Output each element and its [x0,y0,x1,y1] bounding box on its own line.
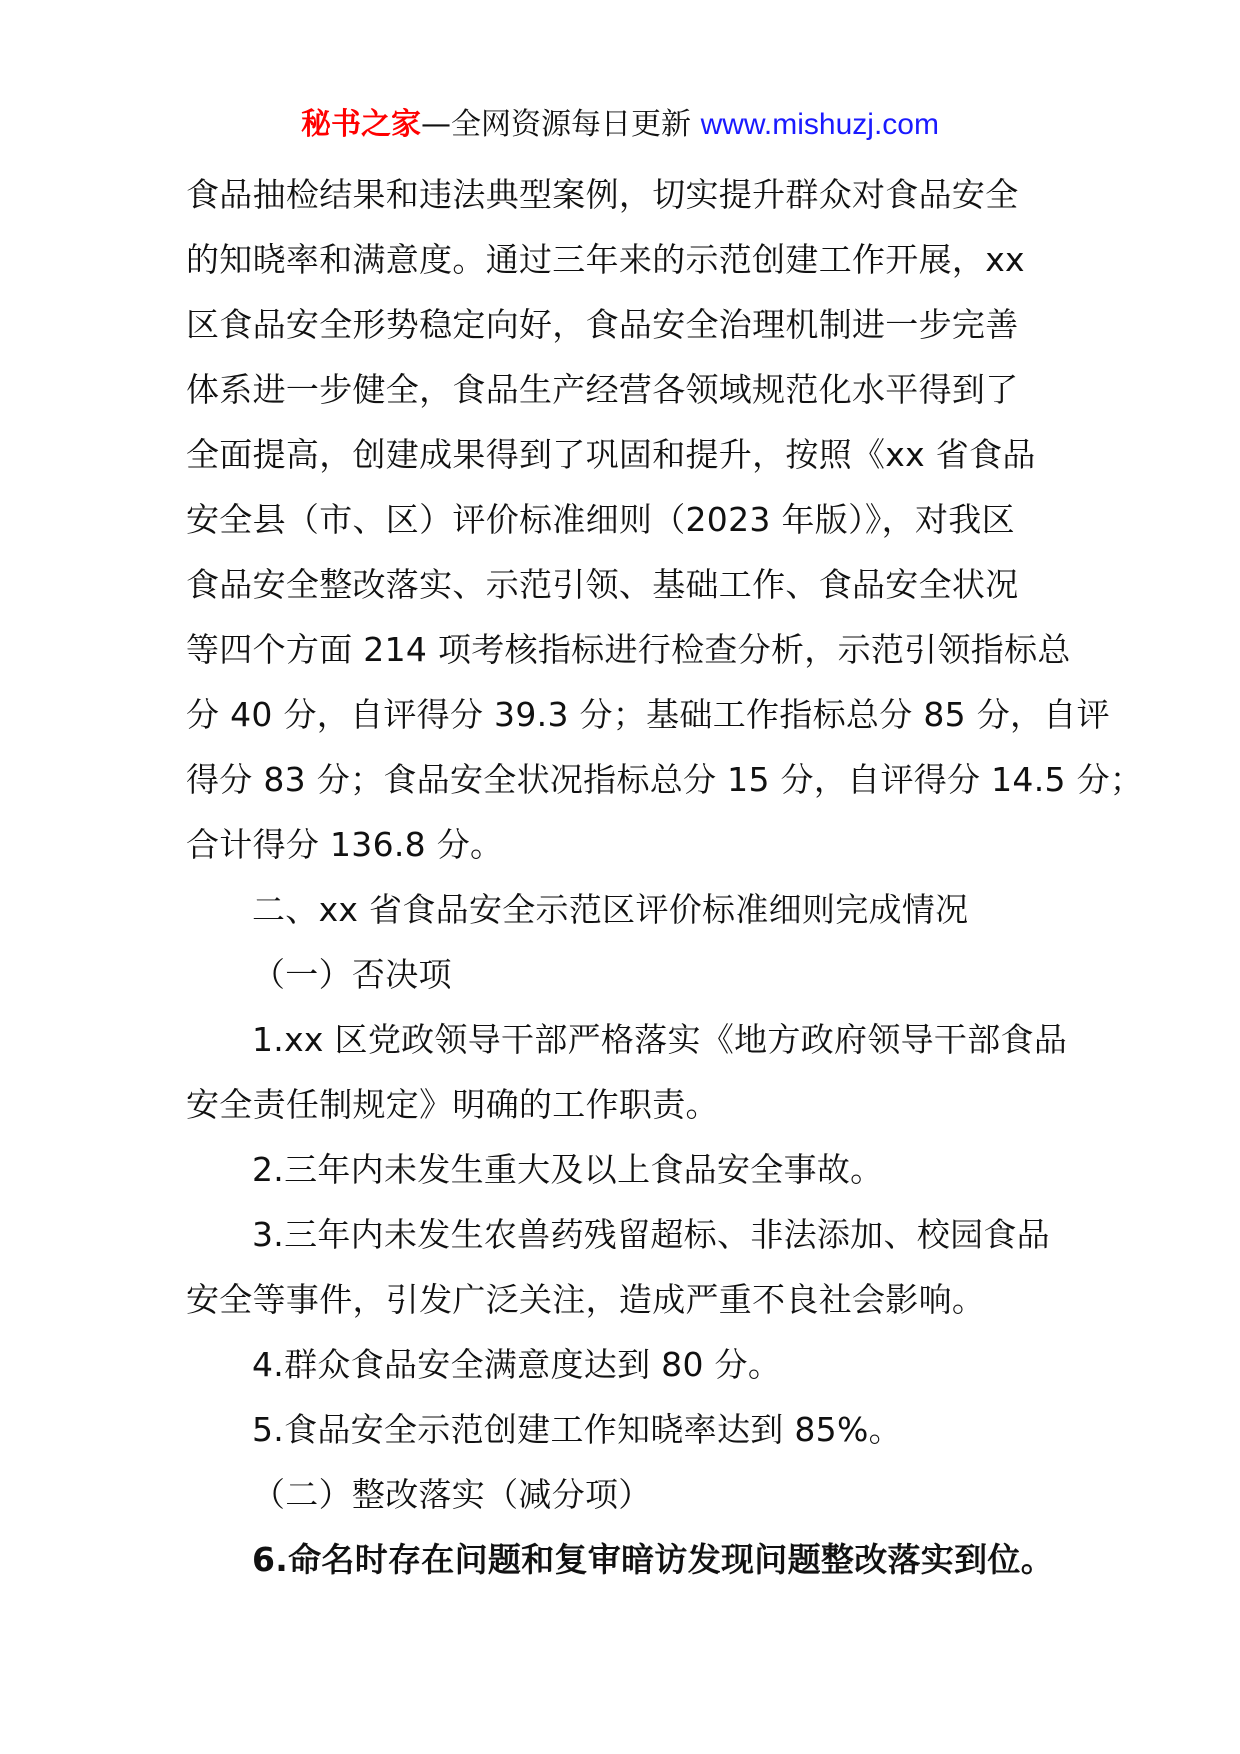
bold-list-item: 6.命名时存在问题和复审暗访发现问题整改落实到位。 [252,1540,1054,1579]
list-item: 1.xx 区党政领导干部严格落实《地方政府领导干部食品 [252,1020,1068,1059]
body-line: 得分 83 分；食品安全状况指标总分 15 分，自评得分 14.5 分； [186,760,1144,799]
list-item-continuation: 安全等事件，引发广泛关注，造成严重不良社会影响。 [186,1280,986,1319]
body-line: 食品安全整改落实、示范引领、基础工作、食品安全状况 [186,565,1019,604]
body-line: 的知晓率和满意度。通过三年来的示范创建工作开展，xx [186,240,1025,279]
subsection-heading: （二）整改落实（减分项） [252,1475,652,1514]
list-item: 5.食品安全示范创建工作知晓率达到 85%。 [252,1410,902,1449]
body-line: 体系进一步健全，食品生产经营各领域规范化水平得到了 [186,370,1019,409]
list-item-continuation: 安全责任制规定》明确的工作职责。 [186,1085,719,1124]
header-slogan: —全网资源每日更新 [421,107,692,142]
list-item: 2.三年内未发生重大及以上食品安全事故。 [252,1150,884,1189]
body-line: 食品抽检结果和违法典型案例，切实提升群众对食品安全 [186,175,1019,214]
body-line: 等四个方面 214 项考核指标进行检查分析，示范引领指标总 [186,630,1071,669]
body-line: 全面提高，创建成果得到了巩固和提升，按照《xx 省食品 [186,435,1036,474]
section-heading: 二、xx 省食品安全示范区评价标准细则完成情况 [252,890,969,929]
body-line: 合计得分 136.8 分。 [186,825,504,864]
document-body [186,162,1144,1592]
site-url-link[interactable]: www.mishuzj.com [700,108,939,141]
page-header [0,100,1240,150]
body-line: 分 40 分，自评得分 39.3 分；基础工作指标总分 85 分，自评 [186,695,1110,734]
list-item: 3.三年内未发生农兽药残留超标、非法添加、校园食品 [252,1215,1050,1254]
brand-name: 秘书之家 [301,107,422,142]
body-line: 安全县（市、区）评价标准细则（2023 年版）》，对我区 [186,500,1015,539]
body-line: 区食品安全形势稳定向好，食品安全治理机制进一步完善 [186,305,1019,344]
subsection-heading: （一）否决项 [252,955,452,994]
list-item: 4.群众食品安全满意度达到 80 分。 [252,1345,782,1384]
